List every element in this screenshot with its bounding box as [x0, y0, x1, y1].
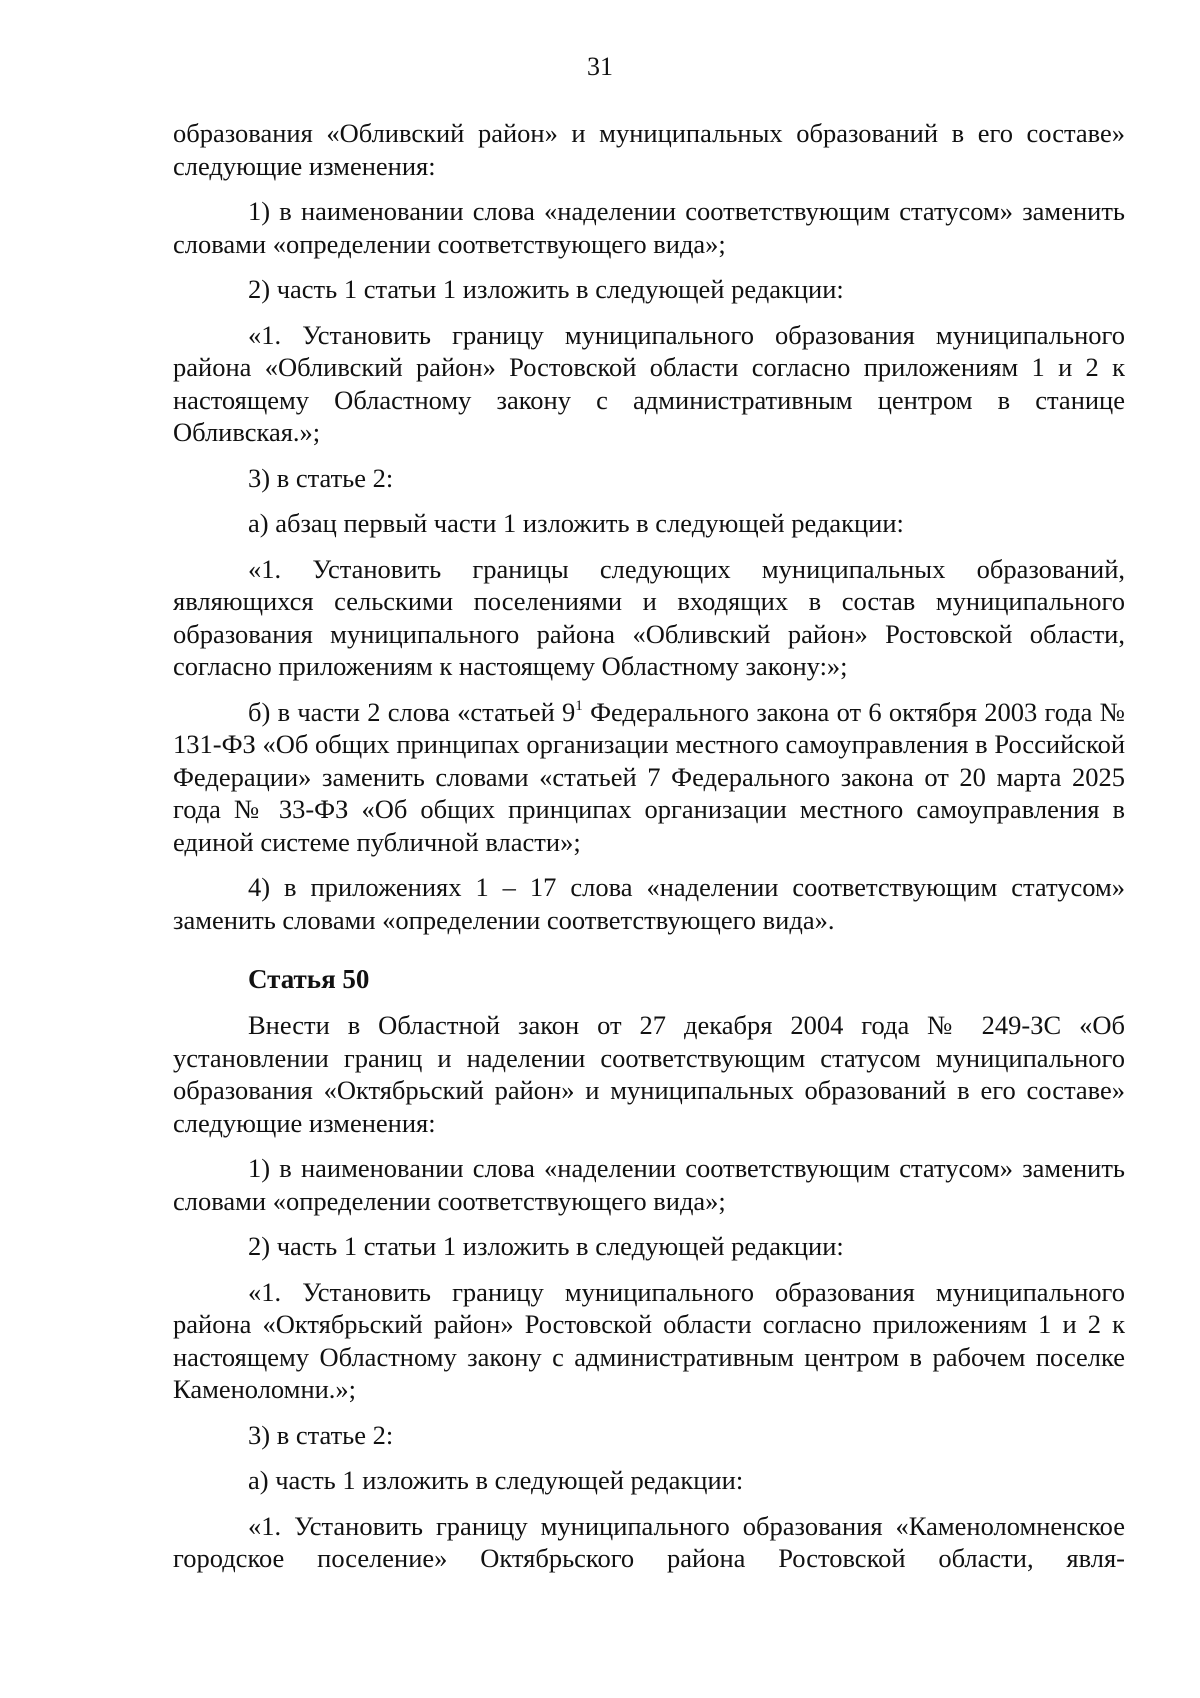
paragraph-with-superscript — [173, 696, 1125, 859]
page-number: 31 — [587, 52, 613, 81]
paragraph: «1. Установить границу муниципального образования муниципального района «Октябрьский район» Ростовской области согласно приложениям 1 и 2 к настоящему Областному закону с административным центром в рабочем поселке Каменоломни.»; — [173, 1276, 1125, 1404]
paragraph: «1. Установить границы следующих муниципальных образований, являющихся сельскими поселениями и входящих в состав муниципального образования муниципального района «Обливский район» Ростовской области, согласно приложениям к настоящему Областному закону:»; — [173, 553, 1125, 681]
paragraph: образования «Обливский район» и муниципальных образований в его составе» следующие изменения: — [173, 118, 1125, 181]
paragraph: «1. Установить границу муниципального образования муниципального района «Обливский район» Ростовской области согласно приложениям 1 и 2 к настоящему Областному закону с административным центром в станице Обливская.»; — [173, 319, 1125, 447]
paragraph: 1) в наименовании слова «наделении соответствующим статусом» заменить словами «определении соответствующего вида»; — [173, 196, 1125, 259]
document-body — [173, 117, 1125, 1588]
paragraph: «1. Установить границу муниципального образования «Каменоломненское городское поселение» Октябрьского района Ростовской области, явля- — [173, 1510, 1125, 1573]
paragraph: 3) в статье 2: — [248, 1419, 394, 1450]
paragraph: 1) в наименовании слова «наделении соответствующим статусом» заменить словами «определении соответствующего вида»; — [173, 1153, 1125, 1216]
paragraph: 2) часть 1 статьи 1 изложить в следующей редакции: — [248, 1231, 844, 1261]
paragraph: 3) в статье 2: — [248, 462, 394, 493]
paragraph: а) абзац первый части 1 изложить в следующей редакции: — [248, 508, 904, 538]
paragraph: а) часть 1 изложить в следующей редакции: — [248, 1465, 744, 1495]
paragraph: 4) в приложениях 1 – 17 слова «наделении соответствующим статусом» заменить словами «определении соответствующего вида». — [173, 872, 1125, 935]
paragraph-text: Федерального закона от 6 октября 2003 года № 131-ФЗ «Об общих принципах организации местного самоуправления в Российской Федерации» заменить словами «статьей 7 Федерального закона от 20 марта 2025 года № 33-ФЗ «Об общих принципах организации местного самоуправления в единой системе публичной власти»; — [173, 696, 1125, 857]
paragraph: Внести в Областной закон от 27 декабря 2004 года № 249-ЗС «Об установлении границ и наделении соответствующим статусом муниципального образования «Октябрьский район» и муниципальных образований в его составе» следующие изменения: — [173, 1010, 1125, 1138]
paragraph-text: б) в части 2 слова «статьей 9 — [248, 696, 576, 727]
superscript: 1 — [575, 697, 583, 714]
paragraph: 2) часть 1 статьи 1 изложить в следующей редакции: — [248, 274, 844, 304]
article-heading: Статья 50 — [248, 964, 370, 994]
